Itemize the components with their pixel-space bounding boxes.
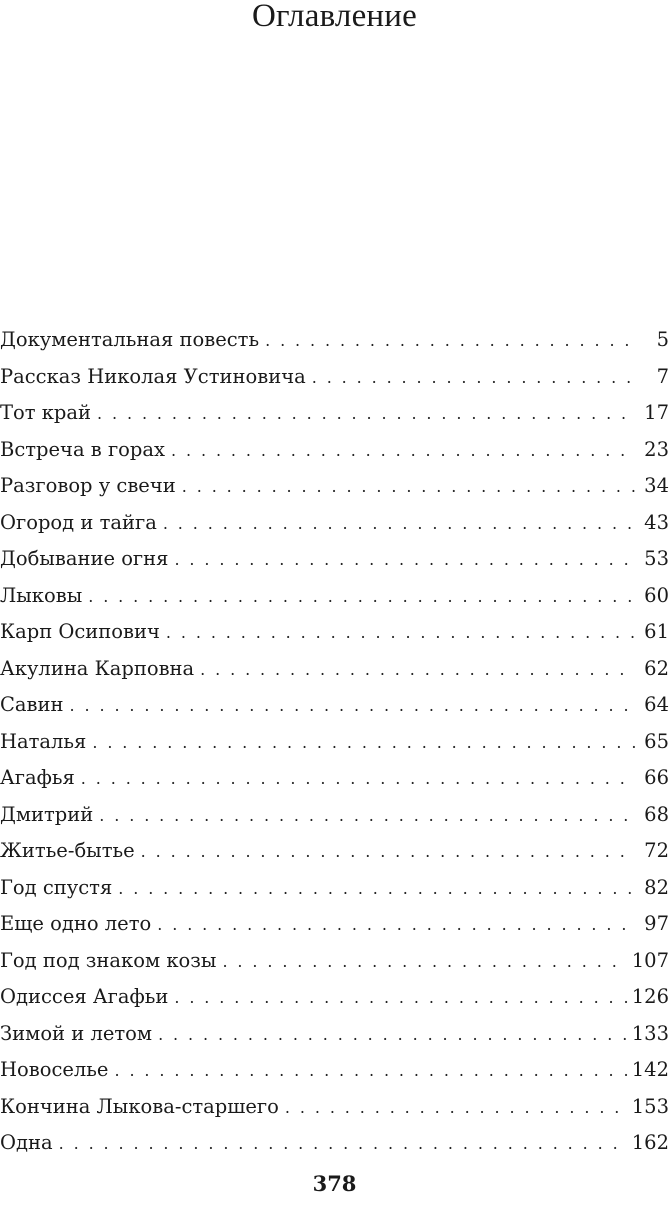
leader-dots: [174, 980, 627, 1017]
toc-entry: [0, 797, 669, 834]
toc-entry-title: Добывание огня: [0, 547, 169, 570]
toc-entry-page: 68: [644, 802, 669, 826]
toc-entry: [0, 760, 669, 797]
toc-entry-title: Год под знаком козы: [0, 948, 217, 972]
toc-entry-page: 7: [656, 364, 669, 388]
leader-dots: [70, 688, 635, 725]
toc-entry: [0, 979, 669, 1016]
toc-entry: [0, 724, 669, 761]
toc-entry: [0, 505, 669, 542]
toc-entry: [0, 614, 669, 651]
toc-entry-title: Савин: [0, 693, 64, 716]
leader-dots: [141, 834, 635, 871]
leader-dots: [114, 1053, 627, 1090]
toc-entry-page: 133: [631, 1021, 669, 1045]
toc-entry: [0, 1016, 669, 1053]
toc-entry-page: 72: [644, 839, 669, 862]
toc-entry: [0, 833, 669, 870]
leader-dots: [166, 615, 635, 652]
leader-dots: [88, 579, 635, 616]
toc-entry-page: 61: [644, 620, 669, 643]
toc-entry-page: 64: [644, 693, 669, 716]
toc-entry-page: 17: [644, 401, 669, 424]
leader-dots: [171, 433, 635, 470]
toc-entry-title: Еще одно лето: [0, 912, 152, 935]
leader-dots: [312, 360, 635, 397]
leader-dots: [59, 1126, 628, 1163]
toc-entry-page: 65: [644, 729, 669, 753]
leader-dots: [200, 652, 635, 689]
toc-entry: [0, 541, 669, 578]
toc-entry-title: Встреча в горах: [0, 437, 166, 461]
page-title: Оглавление: [251, 0, 418, 34]
toc-entry-title: Разговор у свечи: [0, 474, 176, 497]
toc-entry: [0, 1089, 669, 1126]
toc-entry-page: 5: [656, 328, 669, 351]
leader-dots: [99, 798, 635, 835]
toc-entry-title: Дмитрий: [0, 802, 94, 826]
toc-entry: [0, 687, 669, 724]
toc-entry-page: 162: [631, 1131, 669, 1154]
toc-entry-title: Наталья: [0, 729, 87, 753]
leader-dots: [163, 506, 635, 543]
toc-entry: [0, 395, 669, 432]
toc-entry-page: 43: [644, 510, 669, 534]
toc-entry-page: 126: [631, 985, 669, 1008]
toc-entry-title: Зимой и летом: [0, 1021, 153, 1045]
toc-entry-title: Одиссея Агафьи: [0, 985, 169, 1008]
leader-dots: [97, 396, 635, 433]
toc-entry-title: Агафья: [0, 766, 75, 789]
toc-entry-title: Кончина Лыкова-старшего: [0, 1094, 279, 1118]
toc-entry-page: 62: [644, 656, 669, 680]
leader-dots: [118, 871, 635, 908]
toc-entry: [0, 1052, 669, 1089]
toc-entry: [0, 906, 669, 943]
toc-entry: [0, 578, 669, 615]
toc-entry: [0, 943, 669, 980]
toc-entry-title: Одна: [0, 1131, 53, 1154]
toc-entry-page: 66: [644, 766, 669, 789]
toc-entry: [0, 870, 669, 907]
toc-entry: [0, 1125, 669, 1162]
toc-entry-title: Рассказ Николая Устиновича: [0, 364, 306, 388]
toc-entry-page: 23: [644, 437, 669, 461]
toc-entry-page: 34: [644, 474, 669, 497]
toc-entry-title: Тот край: [0, 401, 92, 424]
toc-entry-page: 142: [631, 1058, 669, 1081]
toc-entry-title: Новоселье: [0, 1058, 109, 1081]
toc-entry-page: 107: [631, 948, 669, 972]
leader-dots: [222, 944, 627, 981]
toc-entry-page: 153: [631, 1094, 669, 1118]
leader-dots: [285, 1090, 628, 1127]
toc-entry: [0, 651, 669, 688]
toc-entry: [0, 359, 669, 396]
leader-dots: [182, 469, 635, 506]
toc-entry-title: Акулина Карповна: [0, 656, 195, 680]
leader-dots: [174, 542, 635, 579]
toc-entry-page: 60: [644, 583, 669, 607]
toc-entry: [0, 468, 669, 505]
toc-entry-title: Документальная повесть: [0, 328, 260, 351]
toc-entry-title: Житье-бытье: [0, 839, 135, 862]
toc-entry: [0, 432, 669, 469]
toc-entry-title: Огород и тайга: [0, 510, 157, 534]
toc-entry-page: 82: [644, 875, 669, 899]
leader-dots: [157, 907, 635, 944]
toc-entry-page: 53: [644, 547, 669, 570]
page-number: 378: [312, 1171, 357, 1196]
toc-entry-page: 97: [644, 912, 669, 935]
leader-dots: [92, 725, 635, 762]
toc-entry-title: Карп Осипович: [0, 620, 160, 643]
leader-dots: [81, 761, 635, 798]
leader-dots: [265, 323, 635, 360]
toc-entry: [0, 322, 669, 359]
leader-dots: [158, 1017, 628, 1054]
toc-entry-title: Год спустя: [0, 875, 113, 899]
toc-entry-title: Лыковы: [0, 583, 83, 607]
table-of-contents: [0, 322, 669, 1162]
